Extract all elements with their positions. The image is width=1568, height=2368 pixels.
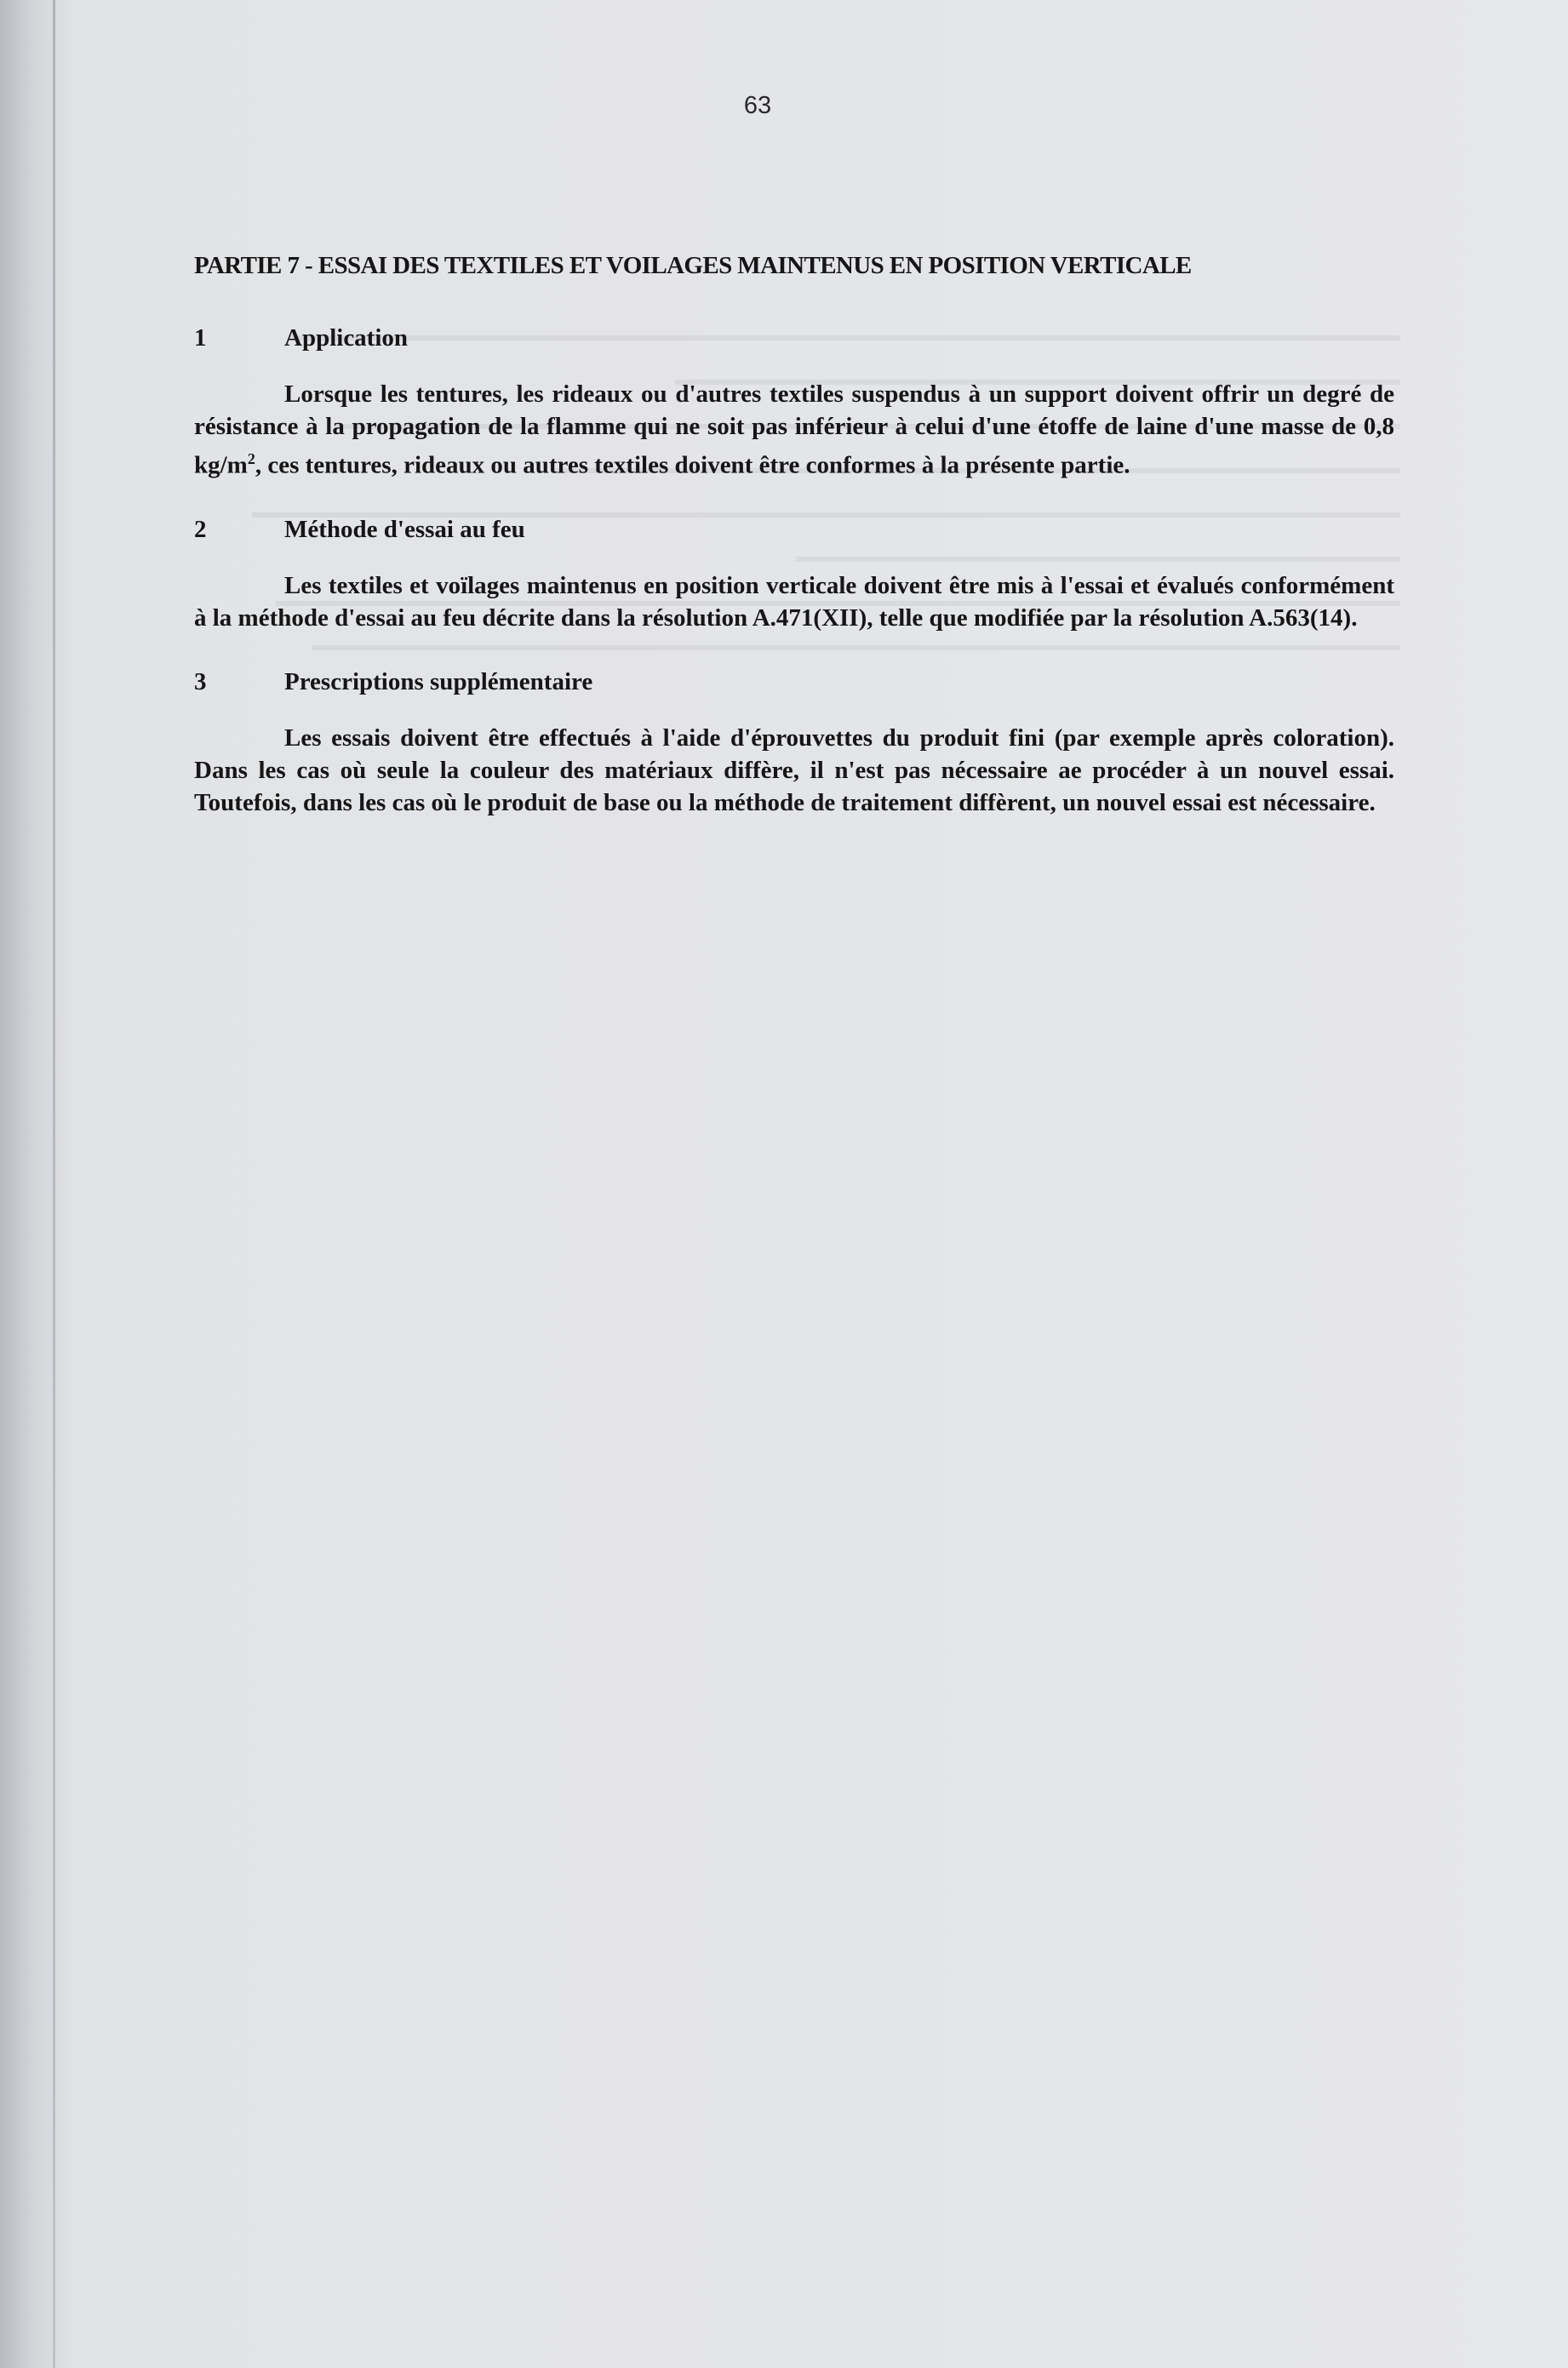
document-body — [194, 252, 1394, 853]
section-number: 3 — [194, 667, 207, 695]
section-fire-test-method — [194, 516, 1394, 634]
section-heading — [194, 668, 1394, 696]
section-paragraph: Les essais doivent être effectués à l'aide d'éprouvettes du produit fini (par exemple après coloration). Dans les cas où seule la couleur des matériaux diffère, il n'est pas nécessaire ae procéder à un nouvel essai. Toutefois, dans les cas où le produit de base ou la méthode de traitement diffèrent, un nouvel essai est nécessaire. — [194, 724, 1394, 816]
section-title: Application — [284, 324, 409, 352]
section-paragraph: Les textiles et voïlages maintenus en position verticale doivent être mis à l'essai et évalués conformément à la méthode d'essai au feu décrite dans la résolution A.471(XII), telle que modifiée par la résolution A.563(14). — [194, 571, 1394, 632]
superscript-two: 2 — [247, 450, 255, 467]
paragraph-text-part2: , ces tentures, rideaux ou autres textiles doivent être conformes à la présente partie. — [255, 451, 1130, 479]
paragraph-text-part1: Lorsque les tentures, les rideaux ou d'autres textiles suspendus à un support doivent offrir un degré de résistance à la propagation de la flamme qui ne soit pas inférieur à celui d'une étoffe de laine d'une masse de 0,8 kg/m — [194, 380, 1394, 479]
section-heading — [194, 516, 1394, 544]
page-number: 63 — [743, 92, 772, 119]
section-number: 1 — [194, 324, 207, 352]
section-application — [194, 324, 1394, 482]
part-title: PARTIE 7 - ESSAI DES TEXTILES ET VOILAGES MAINTENUS EN POSITION VERTICALE — [194, 252, 1192, 279]
section-additional-requirements — [194, 668, 1394, 819]
section-number: 2 — [194, 515, 207, 543]
section-heading — [194, 324, 1394, 352]
section-title: Méthode d'essai au feu — [284, 515, 525, 543]
binding-edge — [53, 0, 55, 2368]
section-paragraph — [194, 378, 1394, 482]
section-title: Prescriptions supplémentaire — [284, 667, 593, 695]
